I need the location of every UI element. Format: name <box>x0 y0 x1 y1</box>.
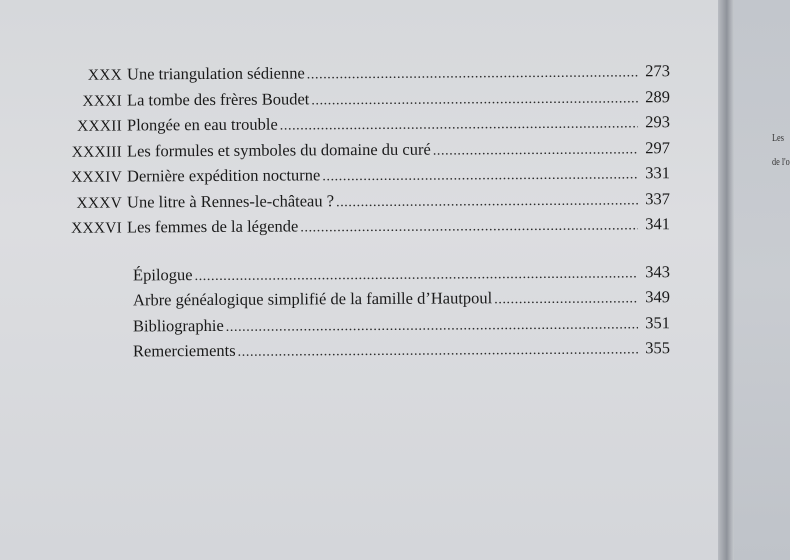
chapter-numeral: XXXVI <box>71 219 123 237</box>
page-number: 273 <box>645 61 671 81</box>
back-matter-title: Bibliographie <box>132 315 224 335</box>
chapter-title: Une triangulation sédienne <box>126 63 305 84</box>
chapter-title: Les formules et symboles du domaine du curé <box>126 139 431 160</box>
page-number: 343 <box>645 261 671 281</box>
back-matter-title: Remerciements <box>132 340 236 361</box>
page-number: 331 <box>645 163 671 183</box>
page-number: 293 <box>645 112 671 132</box>
chapter-numeral: XXXII <box>77 117 123 135</box>
dot-leader <box>300 213 638 241</box>
facing-page-text: de l'o <box>772 156 790 168</box>
toc-row <box>40 84 670 113</box>
chapter-numeral: XXXI <box>82 91 123 110</box>
chapter-title: Les femmes de la légende <box>126 216 299 237</box>
back-matter-row <box>40 310 670 339</box>
chapter-numeral: XXX <box>87 66 123 84</box>
page-number: 355 <box>645 338 671 358</box>
back-matter-row <box>40 284 670 313</box>
back-matter-row <box>40 335 670 364</box>
page-number: 341 <box>645 214 671 234</box>
toc-row <box>40 160 670 189</box>
dot-leader <box>494 286 638 312</box>
table-of-contents <box>40 62 670 365</box>
book-gutter <box>718 0 734 560</box>
page-number: 351 <box>645 312 671 332</box>
chapter-numeral: XXXV <box>76 193 123 212</box>
chapter-numeral: XXXIII <box>71 142 123 161</box>
toc-row <box>40 211 670 240</box>
chapter-title: Plongée en eau trouble <box>126 114 278 135</box>
page-number: 349 <box>645 287 671 307</box>
chapter-title: La tombe des frères Boudet <box>126 88 310 109</box>
back-matter-title: Arbre généalogique simplifié de la famille d’Hautpoul <box>132 288 493 310</box>
dot-leader <box>238 337 639 365</box>
page-number: 297 <box>645 137 671 157</box>
toc-row <box>40 186 670 215</box>
chapter-numeral: XXXIV <box>71 168 123 186</box>
back-matter-title: Épilogue <box>132 264 193 284</box>
chapter-title: Une litre à Rennes-le-château ? <box>126 190 335 211</box>
facing-page <box>734 0 790 560</box>
toc-row <box>40 58 670 87</box>
back-matter-row <box>40 259 670 288</box>
page-number: 337 <box>645 188 671 208</box>
facing-page-text: Les <box>772 132 784 144</box>
chapter-title: Dernière expédition nocturne <box>126 165 321 186</box>
toc-row <box>40 135 670 164</box>
page-number: 289 <box>645 86 671 106</box>
toc-row <box>40 109 670 138</box>
